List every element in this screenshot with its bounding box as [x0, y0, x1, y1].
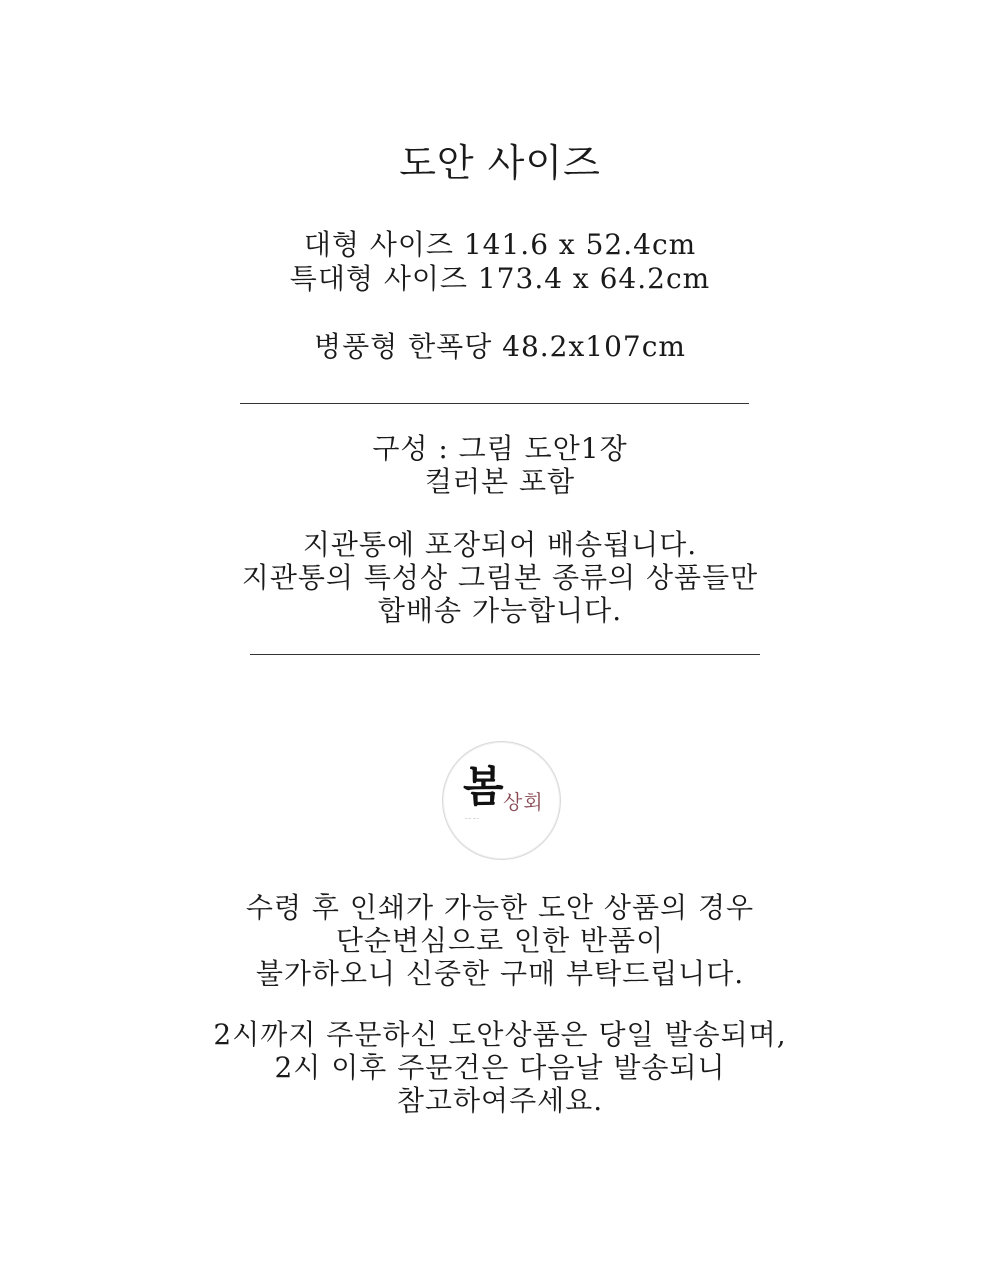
- dispatch-line-1: 2시까지 주문하신 도안상품은 당일 발송되며,: [213, 1018, 787, 1051]
- return-policy-line-3: 불가하오니 신중한 구매 부탁드립니다.: [255, 957, 745, 990]
- size-large: 대형 사이즈 141.6 x 52.4cm: [303, 228, 697, 261]
- brand-logo: [442, 741, 561, 860]
- shipping-line-3: 합배송 가능합니다.: [377, 594, 623, 627]
- return-policy-line-1: 수령 후 인쇄가 가능한 도안 상품의 경우: [245, 891, 755, 924]
- logo-sub-text: 상회: [503, 790, 544, 814]
- shipping-line-2: 지관통의 특성상 그림본 종류의 상품들만: [241, 561, 759, 594]
- dispatch-line-2: 2시 이후 주문건은 다음날 발송되니: [274, 1051, 726, 1084]
- divider-top: [240, 403, 749, 404]
- size-screen: 병풍형 한폭당 48.2x107cm: [314, 330, 686, 363]
- page-title: 도안 사이즈: [399, 141, 601, 185]
- composition-color: 컬러본 포함: [424, 465, 576, 498]
- divider-bottom: [250, 654, 760, 655]
- shipping-line-1: 지관통에 포장되어 배송됩니다.: [302, 528, 698, 561]
- logo-main-text: 봄: [463, 762, 504, 811]
- return-policy-line-2: 단순변심으로 인한 반품이: [335, 924, 665, 957]
- composition-items: 구성 : 그림 도안1장: [372, 432, 628, 465]
- dispatch-line-3: 참고하여주세요.: [396, 1084, 604, 1117]
- size-xlarge: 특대형 사이즈 173.4 x 64.2cm: [289, 262, 711, 295]
- logo-tagline: ····· ·····: [465, 816, 479, 821]
